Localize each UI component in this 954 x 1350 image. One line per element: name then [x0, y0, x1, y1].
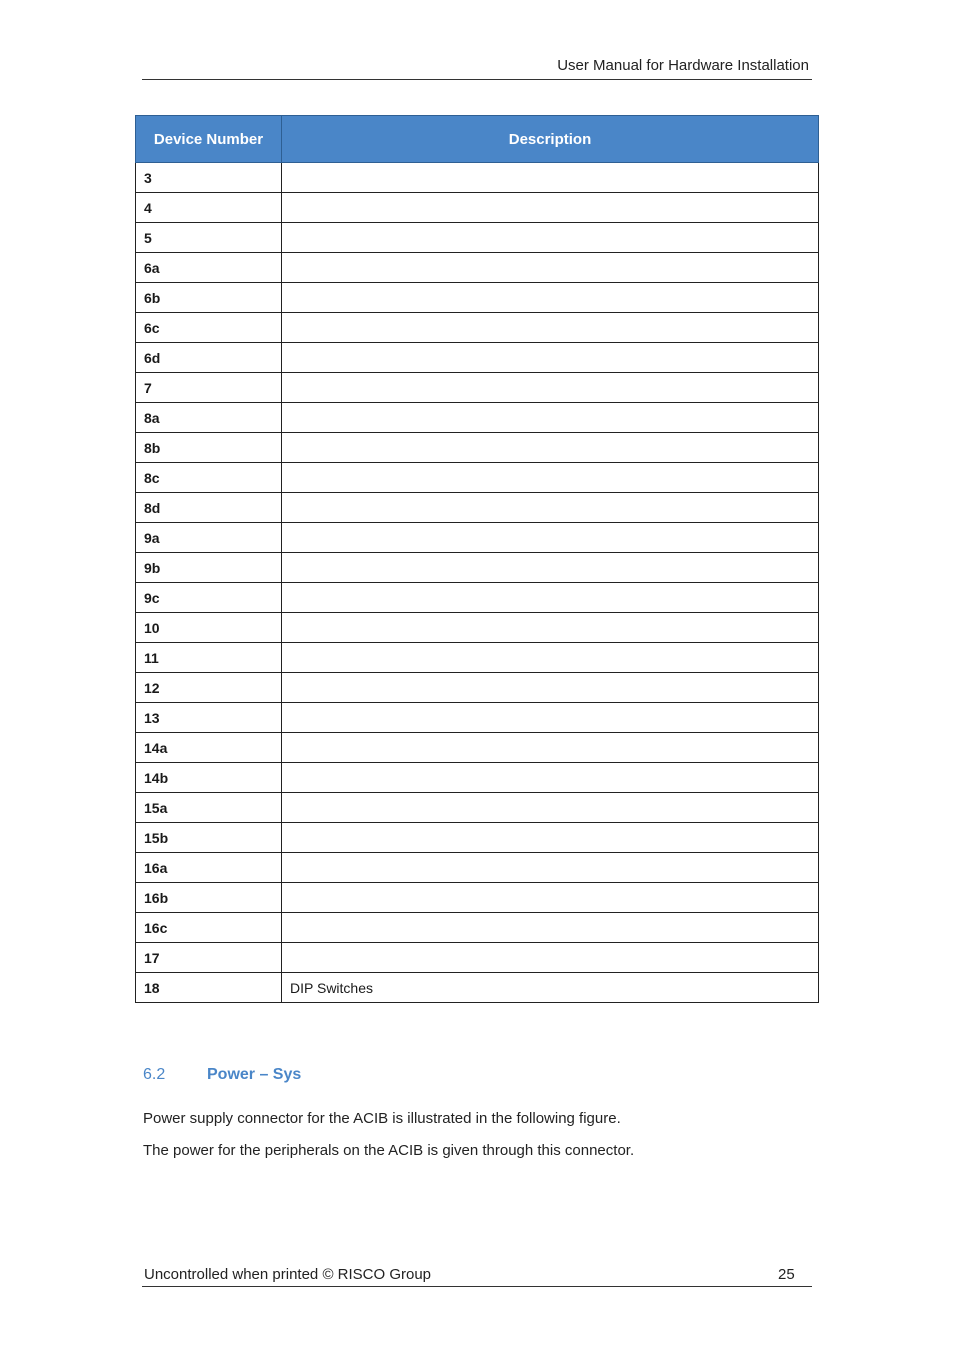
- footer-rule: [142, 1286, 812, 1287]
- description-cell: [282, 403, 819, 433]
- device-number-cell: 8d: [136, 493, 282, 523]
- device-number-cell: 16a: [136, 853, 282, 883]
- table-row: [136, 643, 819, 673]
- description-cell: [282, 553, 819, 583]
- table-row: [136, 163, 819, 193]
- table-row: [136, 583, 819, 613]
- description-cell: [282, 433, 819, 463]
- table-row: [136, 433, 819, 463]
- device-number-cell: 6b: [136, 283, 282, 313]
- description-cell: [282, 463, 819, 493]
- description-cell: [282, 583, 819, 613]
- description-cell: [282, 913, 819, 943]
- description-cell: [282, 823, 819, 853]
- table-header-row: [136, 116, 819, 163]
- table-row: [136, 403, 819, 433]
- device-number-cell: 9b: [136, 553, 282, 583]
- device-number-cell: 18: [136, 973, 282, 1003]
- description-cell: [282, 493, 819, 523]
- table-row: [136, 883, 819, 913]
- device-number-cell: 13: [136, 703, 282, 733]
- table-row: [136, 853, 819, 883]
- description-cell: [282, 793, 819, 823]
- device-number-cell: 12: [136, 673, 282, 703]
- description-cell: [282, 883, 819, 913]
- table-row: [136, 763, 819, 793]
- description-cell: [282, 283, 819, 313]
- description-cell: [282, 163, 819, 193]
- table-row: [136, 973, 819, 1003]
- table-row: [136, 343, 819, 373]
- table-body: [136, 163, 819, 1003]
- table-row: [136, 283, 819, 313]
- table-row: [136, 253, 819, 283]
- table-row: [136, 673, 819, 703]
- device-number-cell: 16b: [136, 883, 282, 913]
- paragraph: Power supply connector for the ACIB is illustrated in the following figure.: [143, 1110, 621, 1127]
- table-row: [136, 823, 819, 853]
- description-cell: [282, 313, 819, 343]
- description-cell: [282, 373, 819, 403]
- column-header-description: Description: [282, 116, 819, 163]
- description-cell: [282, 223, 819, 253]
- table-row: [136, 553, 819, 583]
- description-cell: [282, 673, 819, 703]
- description-cell: [282, 193, 819, 223]
- device-number-cell: 4: [136, 193, 282, 223]
- device-number-cell: 5: [136, 223, 282, 253]
- device-number-cell: 7: [136, 373, 282, 403]
- table-row: [136, 793, 819, 823]
- footer-text: Uncontrolled when printed © RISCO Group: [144, 1266, 432, 1283]
- description-cell: [282, 853, 819, 883]
- running-header: User Manual for Hardware Installation: [557, 57, 809, 74]
- table-row: [136, 703, 819, 733]
- table-row: [136, 463, 819, 493]
- device-number-cell: 15a: [136, 793, 282, 823]
- device-number-cell: 8b: [136, 433, 282, 463]
- section-title: Power – Sys: [207, 1066, 302, 1083]
- description-cell: [282, 253, 819, 283]
- table-row: [136, 523, 819, 553]
- description-cell: [282, 523, 819, 553]
- table-row: [136, 223, 819, 253]
- device-number-cell: 15b: [136, 823, 282, 853]
- paragraph: The power for the peripherals on the ACIB is given through this connector.: [143, 1142, 635, 1159]
- device-table: [135, 115, 819, 1003]
- column-header-device-number: Device Number: [136, 116, 282, 163]
- table-row: [136, 733, 819, 763]
- device-number-cell: 9c: [136, 583, 282, 613]
- device-number-cell: 17: [136, 943, 282, 973]
- description-cell: DIP Switches: [282, 973, 819, 1003]
- table-row: [136, 493, 819, 523]
- table-row: [136, 373, 819, 403]
- device-number-cell: 14b: [136, 763, 282, 793]
- description-cell: [282, 733, 819, 763]
- header-rule: [142, 79, 812, 80]
- table-row: [136, 313, 819, 343]
- table-row: [136, 193, 819, 223]
- description-cell: [282, 643, 819, 673]
- device-number-cell: 10: [136, 613, 282, 643]
- device-number-cell: 6c: [136, 313, 282, 343]
- table-row: [136, 913, 819, 943]
- device-number-cell: 8a: [136, 403, 282, 433]
- section-heading: [143, 1066, 301, 1084]
- table-row: [136, 943, 819, 973]
- page-number: 25: [778, 1266, 795, 1283]
- description-cell: [282, 343, 819, 373]
- description-cell: [282, 943, 819, 973]
- device-number-cell: 14a: [136, 733, 282, 763]
- device-number-cell: 16c: [136, 913, 282, 943]
- device-number-cell: 8c: [136, 463, 282, 493]
- description-cell: [282, 613, 819, 643]
- table-row: [136, 613, 819, 643]
- section-number: 6.2: [143, 1066, 166, 1083]
- description-cell: [282, 703, 819, 733]
- device-number-cell: 11: [136, 643, 282, 673]
- device-number-cell: 3: [136, 163, 282, 193]
- device-number-cell: 9a: [136, 523, 282, 553]
- device-number-cell: 6a: [136, 253, 282, 283]
- device-number-cell: 6d: [136, 343, 282, 373]
- description-cell: [282, 763, 819, 793]
